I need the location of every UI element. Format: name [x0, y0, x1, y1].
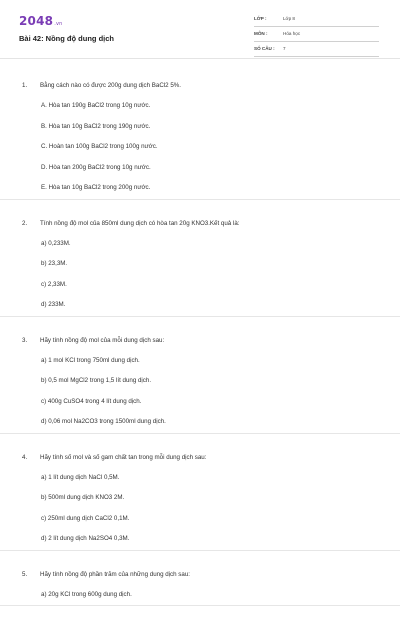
question-line: [20, 331, 380, 350]
answer-options: [20, 585, 380, 606]
question-block: [0, 76, 400, 200]
question-block: [0, 448, 400, 551]
meta-row-question-count: [254, 43, 379, 57]
logo-main: 2048: [19, 14, 54, 28]
meta-value-question-count: 7: [283, 46, 286, 51]
question-number: 1.: [22, 82, 28, 89]
answer-options: [20, 351, 380, 433]
question-text: Hãy tính nồng độ mol của mỗi dung dịch sau:: [40, 336, 165, 344]
answer-option[interactable]: C. Hoàn tan 100g BaCl2 trong 100g nước.: [41, 143, 158, 150]
answer-option[interactable]: a) 1 mol KCl trong 750ml dung dịch.: [41, 356, 140, 364]
answer-option[interactable]: a) 20g KCl trong 600g dung dịch.: [41, 590, 132, 598]
answer-option[interactable]: A. Hòa tan 190g BaCl2 trong 10g nước.: [41, 102, 151, 109]
meta-label-question-count: SỐ CÂU :: [254, 46, 275, 51]
question-line: [20, 76, 380, 95]
lesson-title: Bài 42: Nồng độ dung dịch: [19, 34, 114, 43]
worksheet-header: [0, 0, 400, 58]
answer-option[interactable]: d) 0,06 mol Na2CO3 trong 1500ml dung dịch.: [41, 418, 166, 425]
meta-row-subject: [254, 28, 379, 42]
header-divider: [0, 58, 400, 59]
question-list: [0, 76, 400, 620]
answer-option[interactable]: b) 23,3M.: [41, 260, 68, 267]
answer-option[interactable]: E. Hòa tan 10g BaCl2 trong 200g nước.: [41, 184, 151, 191]
meta-label-grade: LỚP :: [254, 16, 267, 21]
answer-option[interactable]: D. Hòa tan 200g BaCl2 trong 10g nước.: [41, 163, 151, 171]
answer-option[interactable]: b) 0,5 mol MgCl2 trong 1,5 lít dung dịch.: [41, 377, 152, 384]
question-line: [20, 448, 380, 467]
question-number: 2.: [22, 219, 28, 227]
answer-option[interactable]: b) 500ml dung dịch KNO3 2M.: [41, 494, 125, 501]
answer-option[interactable]: d) 233M.: [41, 301, 66, 308]
answer-options: [20, 468, 380, 550]
logo-tld: .vn: [54, 21, 63, 27]
question-number: 3.: [22, 336, 28, 344]
question-text: Hãy tính nồng độ phần trăm của những dung dịch sau:: [40, 570, 190, 578]
answer-option[interactable]: B. Hòa tan 10g BaCl2 trong 190g nước.: [41, 122, 151, 130]
answer-option[interactable]: a) 0,233M.: [41, 239, 71, 247]
meta-label-subject: MÔN :: [254, 31, 268, 36]
meta-table: [254, 13, 379, 58]
question-block: [0, 331, 400, 434]
meta-row-grade: [254, 13, 379, 27]
answer-options: [20, 96, 380, 199]
question-line: [20, 565, 380, 584]
question-block: [0, 214, 400, 317]
question-number: 4.: [22, 453, 28, 461]
question-text: Bằng cách nào có được 200g dung dịch BaCl2 5%.: [40, 82, 181, 89]
question-number: 5.: [22, 570, 28, 578]
answer-option[interactable]: c) 2,33M.: [41, 280, 67, 288]
answer-option[interactable]: c) 250ml dung dịch CaCl2 0,1M.: [41, 514, 130, 522]
answer-option[interactable]: c) 400g CuSO4 trong 4 lít dung dịch.: [41, 397, 142, 405]
meta-value-grade: Lớp 8: [283, 16, 295, 21]
answer-option[interactable]: a) 1 lít dung dịch NaCl 0,5M.: [41, 473, 120, 481]
question-line: [20, 214, 380, 233]
answer-option[interactable]: d) 2 lít dung dịch Na2SO4 0,3M.: [41, 535, 130, 542]
site-logo[interactable]: [19, 14, 63, 28]
answer-options: [20, 234, 380, 316]
question-text: Hãy tính số mol và số gam chất tan trong mỗi dung dịch sau:: [40, 453, 207, 461]
question-text: Tính nồng độ mol của 850ml dung dịch có hòa tan 20g KNO3.Kết quả là:: [40, 219, 240, 227]
meta-value-subject: Hóa học: [283, 31, 301, 36]
